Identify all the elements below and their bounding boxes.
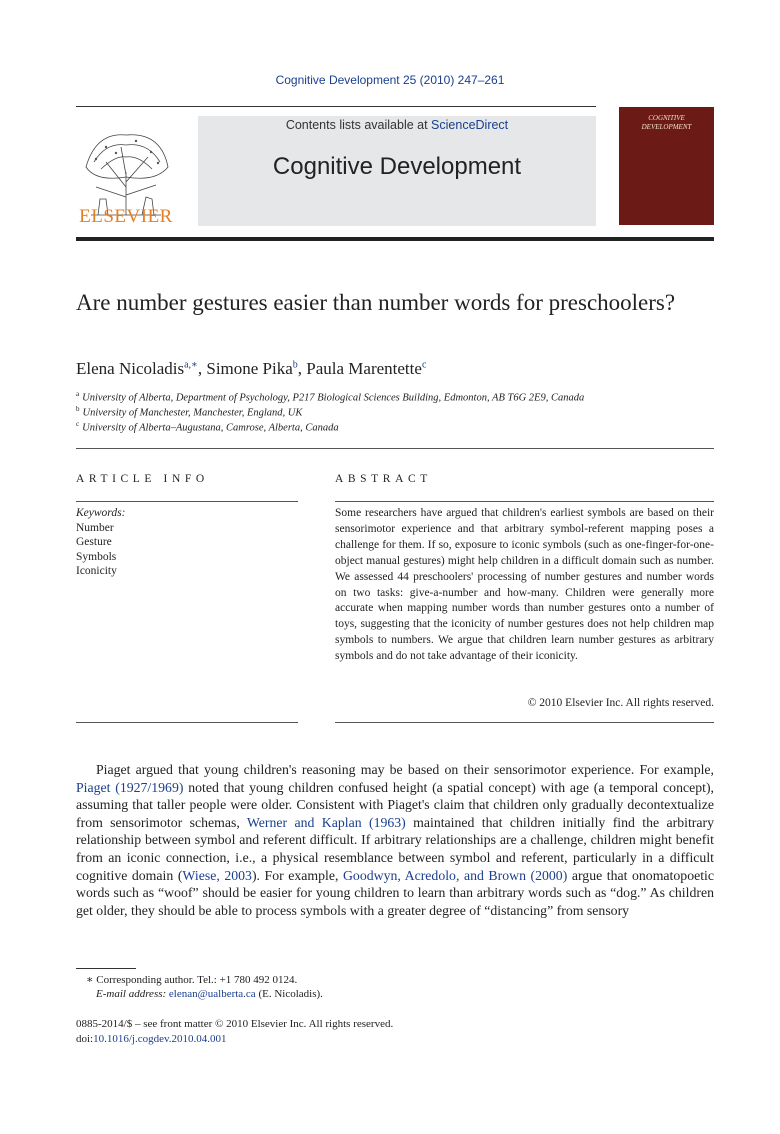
affiliation-mark: a xyxy=(76,390,80,398)
title-rule xyxy=(76,448,714,449)
body-paragraph xyxy=(76,761,714,919)
email-suffix: (E. Nicoladis). xyxy=(255,988,323,1000)
cover-title xyxy=(619,114,714,132)
abstract-text: Some researchers have argued that children's earliest symbols are based on their sensorimotor experience and that arbitrary symbol-referent mapping poses a challenge for them. If so, exposure to iconic symbols (such as one-finger-for-one-object manual gestures) might help children in a difficult domain such as number. We assessed 44 preschoolers' processing of number gestures and number words on two tasks: give-a-number and how-many. Children were generally more accurate when mapping number words than number gestures onto a number of toys, suggesting that the iconicity of number gestures does not help children map symbols to numbers. We argue that children learn number gestures as arbitrary symbols and do not take advantage of their iconicity. xyxy=(335,507,714,663)
footnote-rule xyxy=(76,968,136,969)
elsevier-wordmark: ELSEVIER xyxy=(79,206,173,227)
journal-reference[interactable]: Cognitive Development 25 (2010) 247–261 xyxy=(275,73,505,87)
author-affiliation-mark[interactable]: b xyxy=(292,359,298,371)
affiliation-mark: b xyxy=(76,405,80,413)
affiliation-text: University of Manchester, Manchester, England, UK xyxy=(82,407,303,419)
keywords-label: Keywords: xyxy=(76,507,126,519)
citation-link[interactable]: Werner and Kaplan (1963) xyxy=(246,814,406,830)
citation-link[interactable]: Piaget (1927/1969) xyxy=(76,779,184,795)
body-span: Piaget argued that young children's reasoning may be based on their sensorimotor experience. For example, xyxy=(96,762,714,777)
email-link[interactable]: elenan@ualberta.ca xyxy=(168,988,256,1000)
author-affiliation-mark[interactable]: c xyxy=(421,359,427,371)
body-span: noted that young children confused height (a spatial concept) with age (a temporal concept), assuming that taller people were older. Consistent with Piaget's claim that children only gradually decontextualize from sensorimotor schemas, xyxy=(76,779,714,830)
author-name: Paula Marentette xyxy=(306,359,422,378)
body-text xyxy=(76,761,714,919)
affiliation xyxy=(76,420,716,434)
author-name: Elena Nicoladis xyxy=(76,359,185,378)
doi-line xyxy=(76,1033,227,1045)
keywords-block xyxy=(76,506,298,579)
body-span: ). For example, xyxy=(251,867,343,883)
email-label: E-mail address: xyxy=(96,988,169,1000)
info-rule xyxy=(76,501,298,502)
doi-link[interactable]: 10.1016/j.cogdev.2010.04.001 xyxy=(93,1033,227,1045)
abstract-rule xyxy=(335,722,714,723)
email-note xyxy=(96,988,323,1000)
keyword: Symbols xyxy=(76,550,117,563)
corresponding-author-note: ∗ Corresponding author. Tel.: +1 780 492 0124. xyxy=(86,974,298,986)
affiliation-text: University of Alberta–Augustana, Camrose, Alberta, Canada xyxy=(82,422,339,434)
citation-link[interactable]: Goodwyn, Acredolo, and Brown (2000) xyxy=(342,867,568,883)
issn-line: 0885-2014/$ – see front matter © 2010 Elsevier Inc. All rights reserved. xyxy=(76,1018,394,1030)
contents-prefix: Contents lists available at xyxy=(285,118,432,132)
abstract-rule xyxy=(335,501,714,502)
abstract-heading: ABSTRACT xyxy=(335,473,432,485)
author-affiliation-mark[interactable]: a,∗ xyxy=(184,359,198,371)
body-span: argue that onomatopoetic words such as “woof” should be easier for young children to learn than arbitrary words such as “dog.” As children get older, they should be able to process symbols with a greater degree of “distancing” from sensory xyxy=(76,867,715,918)
affiliation xyxy=(76,405,716,419)
keyword: Iconicity xyxy=(76,565,117,577)
author-name: Simone Pika xyxy=(206,359,293,378)
affiliation-text: University of Alberta, Department of Psychology, P217 Biological Sciences Building, Edmonton, AB T6G 2E9, Canada xyxy=(82,392,585,404)
cover-title-line2: DEVELOPMENT xyxy=(641,123,692,131)
keyword: Gesture xyxy=(76,536,112,548)
doi-prefix: doi: xyxy=(76,1033,94,1045)
citation-link[interactable]: Wiese, 2003 xyxy=(182,867,252,883)
affiliation xyxy=(76,390,716,404)
journal-title: Cognitive Development xyxy=(272,153,522,180)
article-title: Are number gestures easier than number words for preschoolers? xyxy=(76,290,676,315)
header-thick-rule xyxy=(76,237,714,241)
affiliation-mark: c xyxy=(76,420,80,428)
sciencedirect-link[interactable]: ScienceDirect xyxy=(431,118,509,132)
header-rule xyxy=(76,106,596,107)
contents-line xyxy=(198,118,596,132)
cover-title-line1: COGNITIVE xyxy=(648,114,685,122)
article-info-heading: ARTICLE INFO xyxy=(76,473,209,485)
keyword: Number xyxy=(76,521,114,534)
abstract-copyright: © 2010 Elsevier Inc. All rights reserved. xyxy=(527,697,714,709)
author-list: Elena Nicoladis$^{a,∗}$, Simone Pika$^b$, Paula Marentette$^c$ xyxy=(76,359,427,378)
info-rule xyxy=(76,722,298,723)
body-span: maintained that children initially find the arbitrary relationship between symbol and referent difficult. If arbitrary relationships are a challenge, children might benefit from an iconic connection, i.e., a physical resemblance between symbol and referent, particularly in a difficult cognitive domain ( xyxy=(76,814,714,883)
